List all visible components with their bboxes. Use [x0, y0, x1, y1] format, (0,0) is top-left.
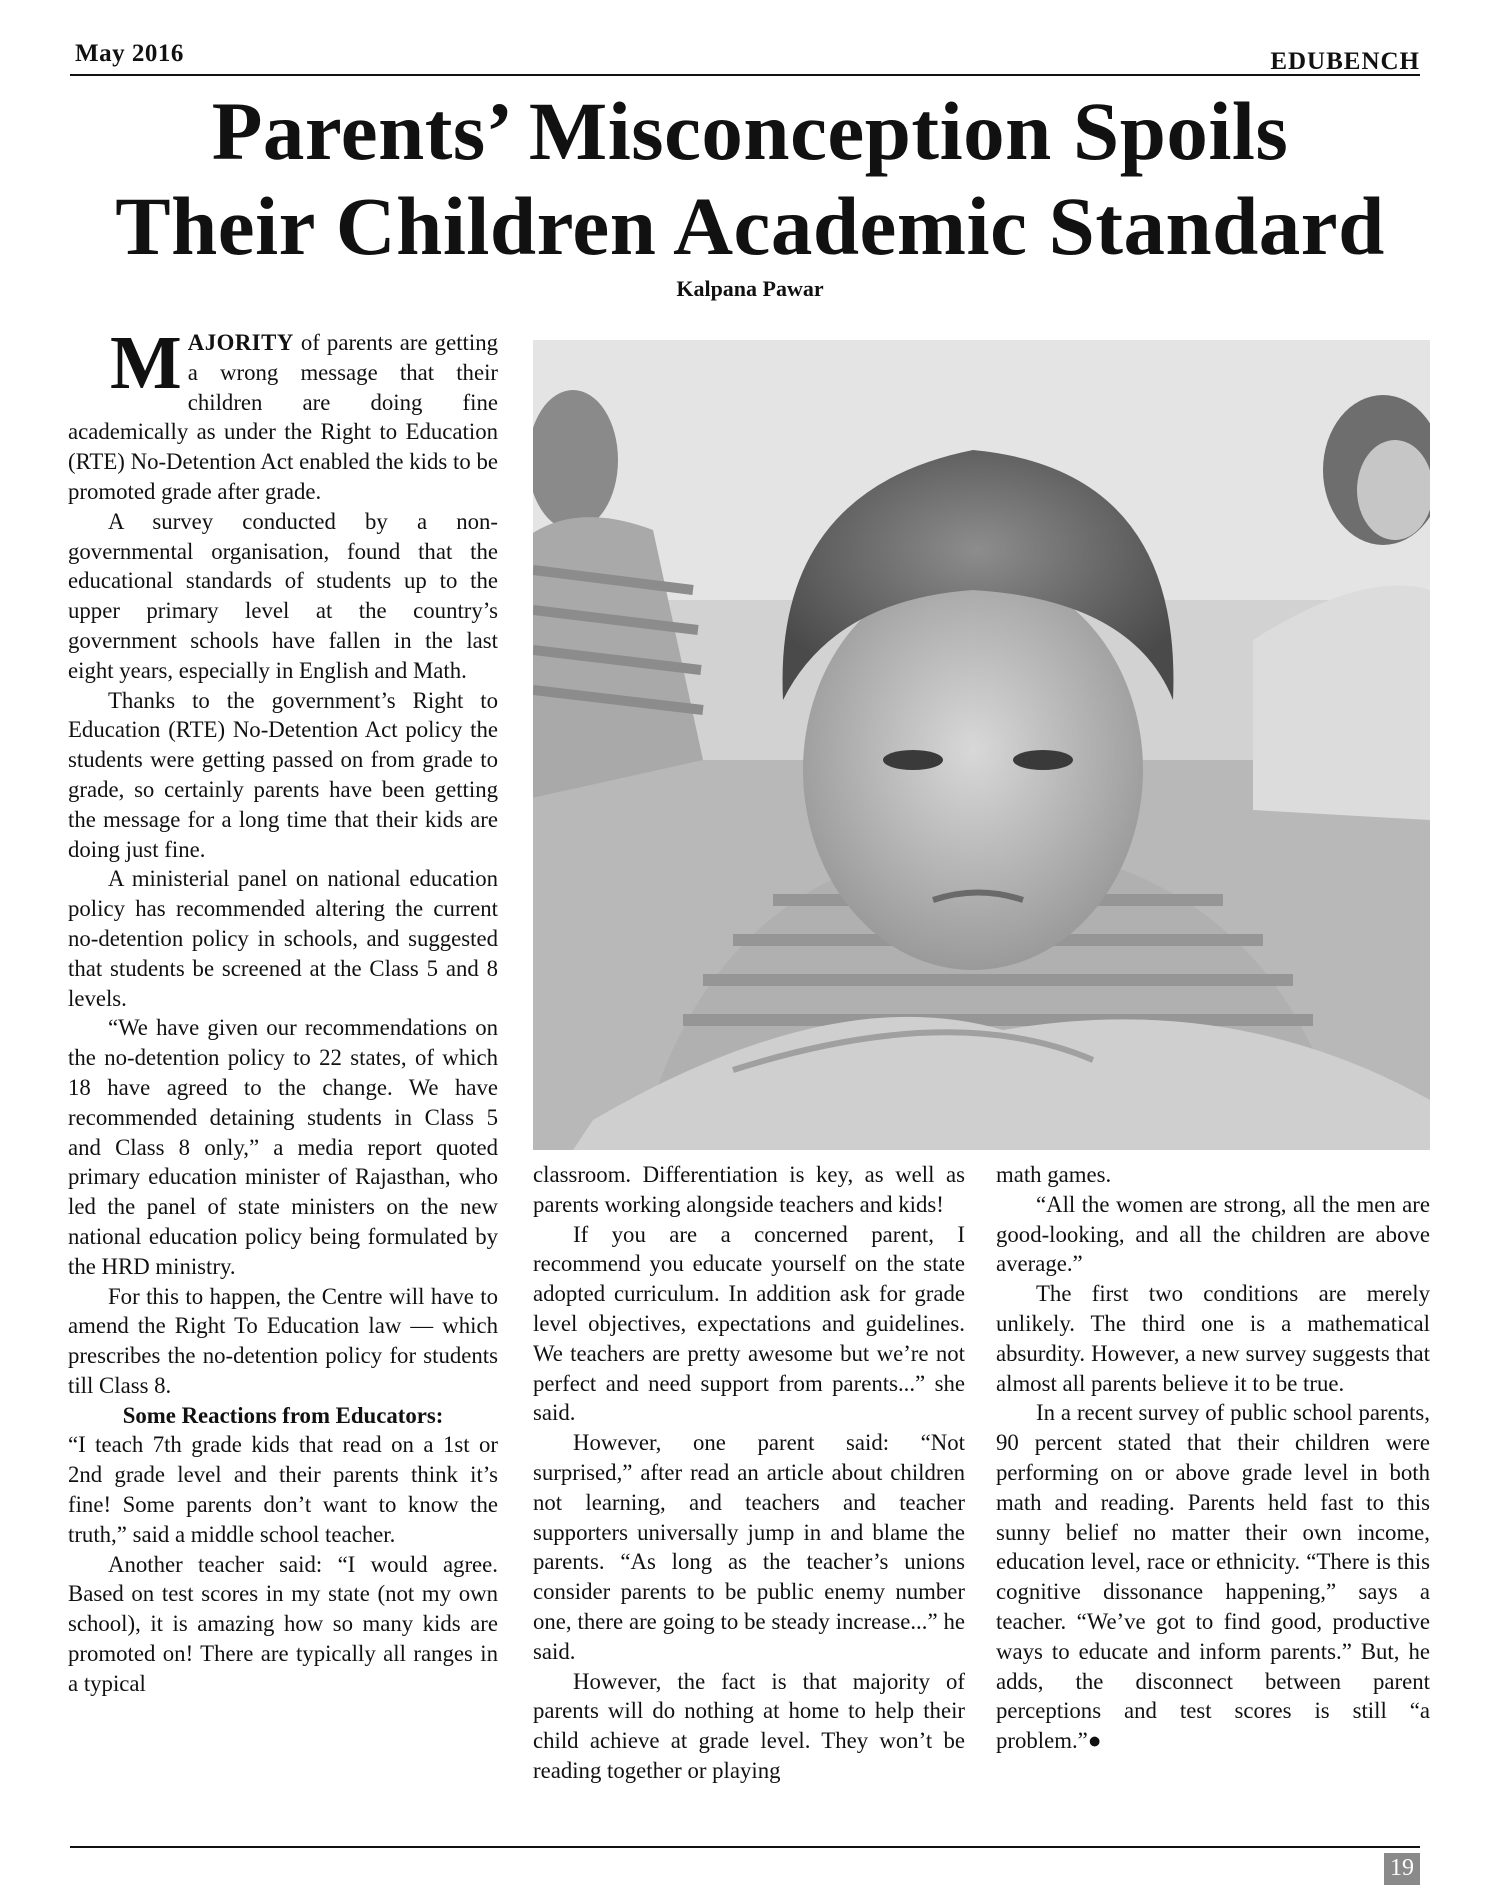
paragraph-15: The first two conditions are merely unlikely. The third one is a mathematical absurdity. However, a new survey suggests that almost all parents believe it to be true.	[996, 1281, 1430, 1396]
paragraph-9: classroom. Differentiation is key, as well as parents working alongside teachers and kids!	[533, 1162, 965, 1217]
drop-cap: M	[110, 321, 182, 405]
title-line-1: Parents’ Misconception Spoils	[211, 85, 1289, 177]
column-2	[533, 1160, 965, 1786]
article-title	[60, 84, 1440, 274]
issue-date: May 2016	[75, 40, 184, 67]
paragraph-1-text: of parents are getting a wrong message that their children are doing fine academically as under the Right to Education (RTE) No-Detention Act enabled the kids to be promoted grade after grade.	[68, 330, 498, 504]
paragraph-6: For this to happen, the Centre will have to amend the Right To Education law — which prescribes the no-detention policy for students till Class 8.	[68, 1283, 498, 1398]
paragraph-5: “We have given our recommendations on the no-detention policy to 22 states, of which 18 have agreed to the change. We have recommended detaining students in Class 5 and Class 8 only,” a media report quoted primary education minister of Rajasthan, who led the panel of state ministers on the new national education policy being formulated by the HRD ministry.	[68, 1015, 498, 1279]
paragraph-2: A survey conducted by a non-governmental organisation, found that the educational standards of students up to the upper primary level at the country’s government schools have fallen in the last eight years, especially in English and Math.	[68, 508, 498, 683]
column-1	[68, 321, 498, 1699]
footer-rule	[70, 1846, 1420, 1848]
paragraph-1	[68, 321, 498, 507]
paragraph-12: However, the fact is that majority of parents will do nothing at home to help their child achieve at grade level. They won’t be reading together or playing	[533, 1668, 965, 1783]
paragraph-16-text: In a recent survey of public school parents, 90 percent stated that their children were performing on or above grade level in both math and reading. Parents held fast to this sunny belief no matter their own income, education level, race or ethnicity. “There is this cognitive dissonance happening,” says a teacher. “We’ve got to find good, productive ways to educate and inform parents.” But, he adds, the disconnect between parent perceptions and test scores is still “a problem.”	[996, 1400, 1430, 1754]
paragraph-8: Another teacher said: “I would agree. Based on test scores in my state (not my own school), it is amazing how so many kids are promoted on! There are typically all ranges in a typical	[68, 1551, 498, 1696]
paragraph-14: “All the women are strong, all the men are good-looking, and all the children are above average.”	[996, 1191, 1430, 1277]
paragraph-3: Thanks to the government’s Right to Education (RTE) No-Detention Act policy the students were getting passed on from grade to grade, so certainly parents have been getting the message for a long time that their kids are doing just fine.	[68, 687, 498, 862]
section-subhead: Some Reactions from Educators:	[122, 1402, 444, 1428]
paragraph-11: However, one parent said: “Not surprised,” after read an article about children not learning, and teachers and teacher supporters universally jump in and blame the parents. “As long as the teacher’s unions consider parents to be public enemy number one, there are going to be steady increase...” he said.	[533, 1430, 965, 1664]
lead-word: AJORITY	[187, 330, 294, 355]
end-mark: ●	[1087, 1728, 1102, 1754]
header-rule	[70, 74, 1420, 76]
paragraph-13: math games.	[996, 1162, 1112, 1187]
column-3	[996, 1160, 1430, 1756]
title-line-2: Their Children Academic Standard	[115, 180, 1385, 272]
paragraph-4: A ministerial panel on national education policy has recommended altering the current no-detention policy in schools, and suggested that students be screened at the Class 5 and 8 levels.	[68, 866, 498, 1011]
photo-illustration	[533, 340, 1430, 1150]
paragraph-16	[996, 1398, 1430, 1756]
author-byline: Kalpana Pawar	[676, 276, 824, 301]
article-photo	[533, 340, 1430, 1150]
paragraph-10: If you are a concerned parent, I recommend you educate yourself on the state adopted curriculum. In addition ask for grade level objectives, expectations and guidelines. We teachers are pretty awesome but we’re not perfect and need support from parents...” she said.	[533, 1221, 965, 1426]
page-number: 19	[1384, 1853, 1420, 1885]
paragraph-7: “I teach 7th grade kids that read on a 1st or 2nd grade level and their parents think it’s fine! Some parents don’t want to know the truth,” said a middle school teacher.	[68, 1432, 498, 1547]
magazine-name: EDUBENCH	[1270, 48, 1420, 75]
